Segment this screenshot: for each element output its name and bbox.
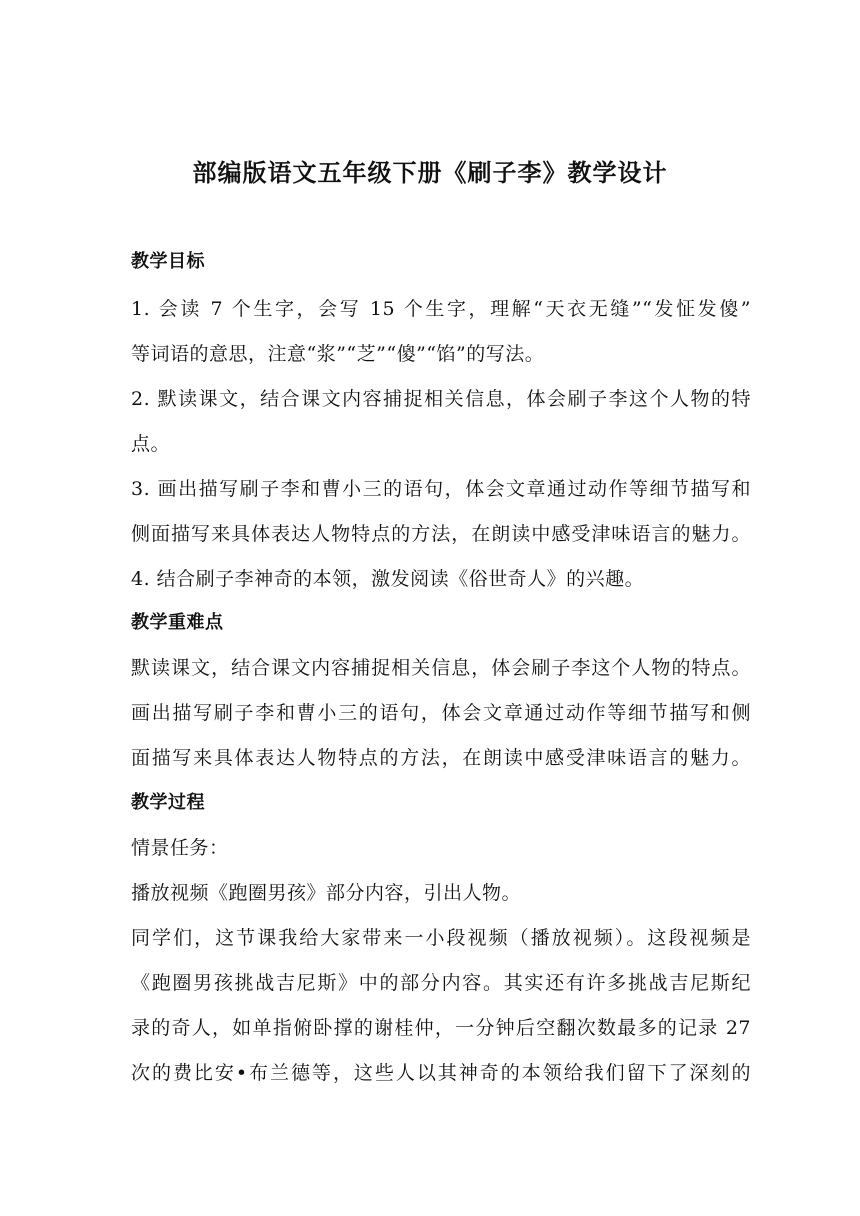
paragraph-line: 默读课文，结合课文内容捕捉相关信息，体会刷子李这个人物的特点。 [131, 657, 751, 679]
paragraph-line: 录的奇人，如单指俯卧撑的谢桂仲，一分钟后空翻次数最多的记录 27 [131, 1017, 751, 1039]
paragraph-line: 2. 默读课文，结合课文内容捕捉相关信息，体会刷子李这个人物的特 [131, 388, 751, 410]
document-title: 部编版语文五年级下册《刷子李》教学设计 [192, 159, 668, 187]
paragraph-line: 同学们，这节课我给大家带来一小段视频（播放视频）。这段视频是 [131, 927, 751, 949]
paragraph-line: 1. 会读 7 个生字，会写 15 个生字，理解“天衣无缝”“发怔发傻” [131, 298, 751, 320]
paragraph-line: 播放视频《跑圈男孩》部分内容，引出人物。 [131, 882, 522, 904]
section-heading-objectives: 教学目标 [131, 251, 205, 272]
section-heading-key-points: 教学重难点 [131, 612, 224, 633]
paragraph-line: 次的费比安•布兰德等，这些人以其神奇的本领给我们留下了深刻的 [131, 1062, 751, 1084]
paragraph-line: 3. 画出描写刷子李和曹小三的语句，体会文章通过动作等细节描写和 [131, 478, 751, 500]
paragraph-line: 画出描写刷子李和曹小三的语句，体会文章通过动作等细节描写和侧 [131, 702, 751, 724]
paragraph-line: 点。 [131, 433, 171, 455]
paragraph-line: 面描写来具体表达人物特点的方法，在朗读中感受津味语言的魅力。 [131, 747, 751, 769]
section-heading-process: 教学过程 [131, 792, 205, 813]
paragraph-line: 等词语的意思，注意“浆”“芝”“傻”“馅”的写法。 [131, 343, 545, 365]
paragraph-line: 侧面描写来具体表达人物特点的方法，在朗读中感受津味语言的魅力。 [131, 523, 751, 545]
paragraph-line: 情景任务： [131, 837, 229, 859]
paragraph-line: 4. 结合刷子李神奇的本领，激发阅读《俗世奇人》的兴趣。 [131, 568, 645, 590]
paragraph-line: 《跑圈男孩挑战吉尼斯》中的部分内容。其实还有许多挑战吉尼斯纪 [131, 972, 751, 994]
